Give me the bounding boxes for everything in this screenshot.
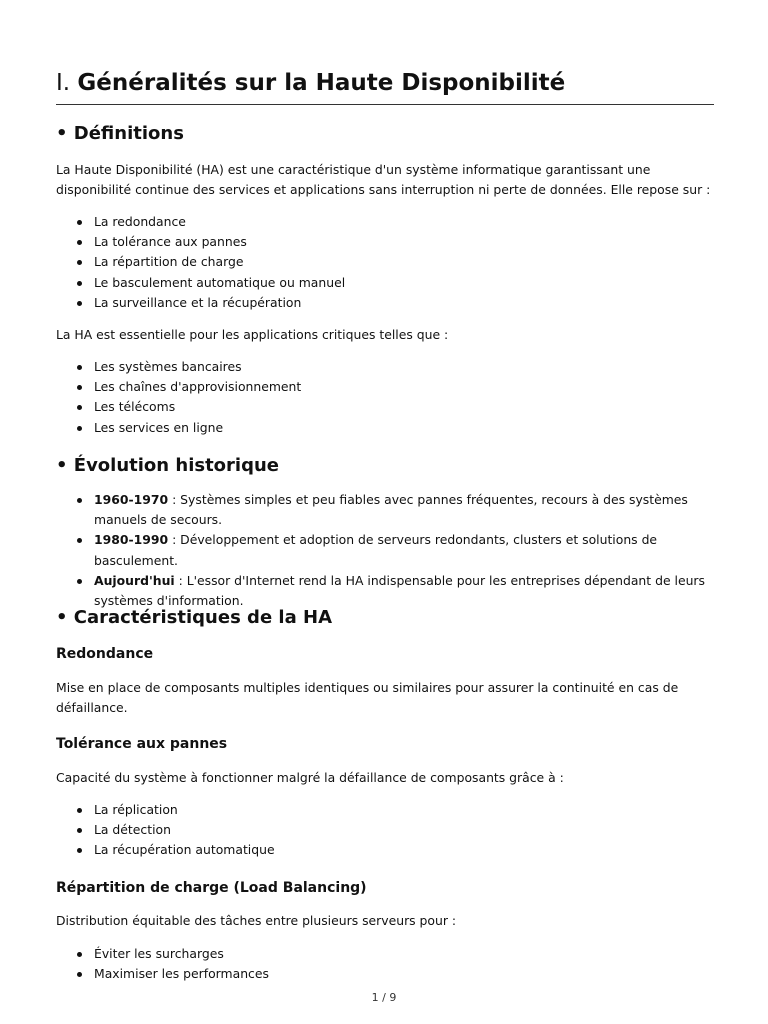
history-item [56,530,714,570]
page-title [56,66,714,105]
list-item: Le basculement automatique ou manuel [56,273,714,293]
history-list [56,490,714,611]
subheading-load-balancing: Répartition de charge (Load Balancing) [56,880,367,896]
history-text: : L'essor d'Internet rend la HA indispensable pour les entreprises dépendant de leurs systèmes d'information. [94,572,705,609]
list-item: La surveillance et la récupération [56,293,714,313]
list-item: Maximiser les performances [56,964,714,984]
list-item: Les chaînes d'approvisionnement [56,377,714,397]
list-item: Les systèmes bancaires [56,357,714,377]
list-item: La réplication [56,800,714,820]
pillars-list [56,212,714,313]
history-item [56,490,714,530]
list-item: La récupération automatique [56,840,714,860]
history-period: 1980-1990 [94,532,169,548]
history-text: : Développement et adoption de serveurs redondants, clusters et solutions de basculement. [94,532,658,568]
history-period: Aujourd'hui [94,572,175,588]
section-heading-definitions: • Définitions [56,123,184,144]
fault-tolerance-text: Capacité du système à fonctionner malgré la défaillance de composants grâce à : [56,770,564,785]
list-item: La redondance [56,212,714,232]
list-item: La répartition de charge [56,252,714,272]
list-item: La tolérance aux pannes [56,232,714,252]
redundancy-text: Mise en place de composants multiples identiques ou similaires pour assurer la continuité en cas de défaillance. [56,680,679,715]
section-heading-characteristics: • Caractéristiques de la HA [56,607,332,628]
list-item: Éviter les surcharges [56,944,714,964]
definitions-intro: La Haute Disponibilité (HA) est une caractéristique d'un système informatique garantissant une disponibilité continue des services et applications sans interruption ni perte de données. Elle repose sur : [56,162,711,197]
page-indicator: 1 / 9 [371,991,397,1004]
section-heading-history: • Évolution historique [56,455,279,476]
title-number: I. [56,70,71,96]
critical-intro: La HA est essentielle pour les applications critiques telles que : [56,327,449,342]
subheading-redundancy: Redondance [56,646,154,662]
load-balancing-text: Distribution équitable des tâches entre plusieurs serveurs pour : [56,913,457,928]
list-item: Les télécoms [56,397,714,417]
list-item: La détection [56,820,714,840]
history-period: 1960-1970 [94,492,169,507]
critical-apps-list [56,357,714,438]
list-item: Les services en ligne [56,418,714,438]
load-balancing-list [56,944,714,984]
title-text: Généralités sur la Haute Disponibilité [77,70,566,96]
subheading-fault-tolerance: Tolérance aux pannes [56,736,228,752]
fault-tolerance-list [56,800,714,861]
history-text: : Systèmes simples et peu fiables avec pannes fréquentes, recours à des systèmes manuels de secours. [94,492,688,528]
